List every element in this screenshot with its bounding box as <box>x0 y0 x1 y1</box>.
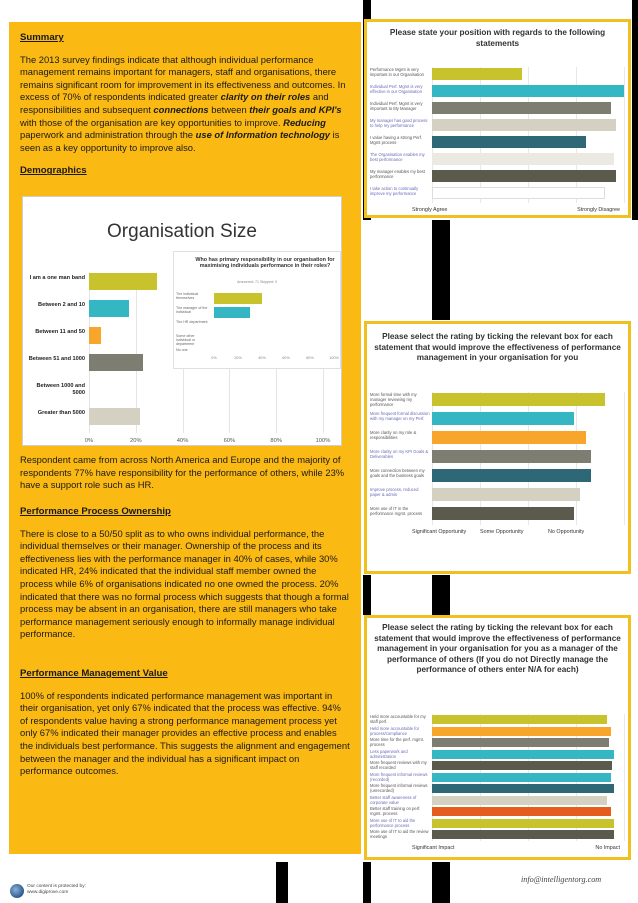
org-tick-label: 100% <box>315 438 331 444</box>
chart-bar <box>432 773 611 782</box>
chart-bar <box>432 85 624 97</box>
inset-tick-label: 60% <box>282 356 290 360</box>
inset-bar <box>214 307 250 318</box>
chart-category-label: More time for the perf. mgmt. process <box>370 737 424 747</box>
chart-bar <box>432 393 605 406</box>
org-bar <box>89 327 101 344</box>
org-tick-label: 20% <box>129 438 142 444</box>
demographics-text: Respondent came from across North America and Europe and the majority of respondents 77% have responsibility for the performance of others, while 23% have a support role such as HR. <box>20 454 345 491</box>
inset-tick-label: 40% <box>258 356 266 360</box>
chart-bar <box>432 830 614 839</box>
manager-impact-chart <box>364 615 631 860</box>
chart-legend-label: Some Opportunity <box>480 529 524 535</box>
inset-category-label: No one <box>176 348 188 352</box>
chart-bar <box>432 136 586 148</box>
chart-category-label: More connection between my goals and the business goals <box>370 468 425 478</box>
chart-bar <box>432 187 605 199</box>
chart-category-label: My manager enables my best performance <box>370 169 425 179</box>
org-tick-label: 40% <box>176 438 189 444</box>
org-category-label: Greater than 5000 <box>37 410 85 416</box>
chart-bar <box>432 431 586 444</box>
chart-category-label: More clarity on my KPI Goals & Deliverables <box>370 449 429 459</box>
position-statements-chart <box>364 19 631 218</box>
inset-question: Who has primary responsibility in our organisation for maximising individuals performance in their roles? <box>195 257 335 270</box>
chart-bar <box>432 412 574 425</box>
ownership-section <box>20 506 351 641</box>
chart-gridline <box>624 714 625 841</box>
chart-legend-label: Significant Opportunity <box>412 529 467 535</box>
org-chart-title: Organisation Size <box>107 221 257 242</box>
chart-category-label: Better staff training on perf. mgmt. process <box>370 806 421 816</box>
org-tick-label: 80% <box>270 438 282 444</box>
inset-category-label: The individual themselves <box>176 292 199 301</box>
summary-paragraph: The 2013 survey findings indicate that although individual performance management remains important for managers, staff and organisations, there remains significant room for improvement in its effectiveness and outcomes. In excess of 70% of respondents indicated greater clarity on their roles and responsibilities and subsequent connections between their goals and KPI's with those of the organisation are key opportunities to improve. Reducing paperwork and administration through the use of Information technology is seen as a key opportunity to improve also. <box>20 53 346 153</box>
value-heading: Performance Management Value <box>20 668 168 679</box>
ownership-heading: Performance Process Ownership <box>20 506 171 517</box>
chart-legend-label: No Opportunity <box>548 529 585 535</box>
org-bar <box>89 273 157 290</box>
chart-gridline <box>624 67 625 203</box>
org-category-label: Between 2 and 10 <box>38 302 85 308</box>
chart-bar <box>432 819 614 828</box>
chart-category-label: Individual Perf. Mgmt is very effective in our Organisation <box>370 84 423 94</box>
inset-category-label: The HR department <box>176 320 208 324</box>
chart-category-label: More formal time with my manager reviewing my performance <box>370 392 417 407</box>
chart-axis-label-right: No Impact <box>595 844 620 851</box>
org-category-label: Between 51 and 1000 <box>28 356 85 362</box>
inset-bar <box>214 293 262 304</box>
chart1-title: Please state your position with regards to the following statements <box>389 28 606 48</box>
chart-bar <box>432 796 607 805</box>
organisation-size-chart <box>22 196 342 446</box>
org-category-label: I am a one man band <box>29 275 85 281</box>
chart-category-label: More clarity on my role & responsibilities <box>370 430 417 440</box>
chart-bar <box>432 807 611 816</box>
divider-strip <box>363 862 371 903</box>
ownership-paragraph: There is close to a 50/50 split as to who owns individual performance, the individual themselves or their manager. Ownership of the process and its effectiveness lies with the performance manager in 40% of cases, while 30% indicated HR, 24% indicated that the individual staff member owned the process while 6% of organisations indicated no one owned the process. 20% indicated that there was no formal process which suggests that though a formal process may be absent in an organisation, there are still managers who take performance management seriously enough to informally manage individual performance. <box>20 527 349 640</box>
chart-category-label: More frequent reviews with my staff recorded <box>370 760 427 770</box>
divider-strip <box>276 862 288 903</box>
chart-axis-label-left: Significant Impact <box>412 844 455 851</box>
org-tick-label: 60% <box>223 438 236 444</box>
chart-category-label: More frequent informal reviews (unrecorded) <box>370 783 428 793</box>
contact-email: info@intelligentorg.com <box>521 875 602 884</box>
org-category-label: Between 11 and 50 <box>35 329 85 335</box>
divider-strip <box>632 0 638 220</box>
digiprove-logo-icon <box>10 884 24 898</box>
divider-strip <box>432 862 450 903</box>
chart-bar <box>432 102 611 114</box>
org-category-label: Between 1000 and 5000 <box>36 383 85 396</box>
chart-bar <box>432 68 522 80</box>
org-bar <box>89 354 143 371</box>
inset-tick-label: 80% <box>306 356 314 360</box>
inset-category-label: Some other individual or department <box>176 334 196 347</box>
chart-bar <box>432 784 614 793</box>
chart3-title: Please select the rating by ticking the relevant box for each statement that would improve the effectiveness of performance management in your organisation for you as a manager of the performance of others (If you do not Directly manage the performance of others enter N/A for each) <box>374 623 621 675</box>
chart-category-label: More use of IT to aid the performance process <box>370 817 416 828</box>
inset-tick-label: 20% <box>234 356 242 360</box>
chart-bar <box>432 727 611 736</box>
improvement-opportunity-chart <box>364 321 631 574</box>
summary-section <box>20 32 351 178</box>
chart-category-label: I take action to continually improve my performance <box>370 186 419 196</box>
value-paragraph: 100% of respondents indicated performance management was important in their organisation, yet only 67% indicated that the process was effective. 94% of respondents value having a strong performance management process yet only 67% indicated their manager provides an effective process and enables the individuals best performance. This suggests the alignment and engagement between the manager and the individual has a significant impact on performance outcomes. <box>20 689 350 777</box>
chart-category-label: Held more accountable for my staff perf. <box>370 714 426 724</box>
chart-category-label: Performance Mgmt is very important in our Organisation <box>370 67 424 77</box>
org-tick-label: 0% <box>84 438 94 444</box>
chart-bar <box>432 119 616 131</box>
divider-strip <box>432 220 450 320</box>
chart-category-label: Individual Perf. Mgmt is very important to My Manager <box>370 101 423 111</box>
chart-axis-label-left: Strongly Agree <box>412 207 448 213</box>
divider-strip <box>363 575 371 615</box>
chart-category-label: My manager has good process to help my performance <box>370 118 428 128</box>
chart-bar <box>432 715 607 724</box>
chart-category-label: More use of IT in the performance mgmt. process <box>370 506 423 516</box>
chart-bar <box>432 153 614 165</box>
demographics-heading: Demographics <box>20 165 87 177</box>
summary-heading: Summary <box>20 32 64 43</box>
org-bar <box>89 300 129 317</box>
chart2-title: Please select the rating by ticking the relevant box for each statement that would improve the effectiveness of performance management in your organisation for you <box>374 332 621 363</box>
copyright-notice: Our content is protected by: www.digiprove.com <box>27 884 86 895</box>
value-section <box>20 668 351 778</box>
org-bar <box>89 408 140 425</box>
chart-category-label: Improve process, reduced paper & admin <box>370 487 419 497</box>
chart-category-label: Held more accountable for process/compliance <box>370 725 420 736</box>
chart-bar <box>432 738 609 747</box>
chart-bar <box>432 450 591 463</box>
inset-category-label: The manager of the individual <box>176 306 208 315</box>
chart-category-label: Better staff awareness of corporate value <box>370 794 417 805</box>
chart-category-label: More use of IT to aid the review meetings <box>370 829 429 839</box>
chart-category-label: I value having a strong Perf. Mgmt process <box>370 135 423 145</box>
inset-tick-label: 0% <box>211 356 217 360</box>
chart-gridline <box>624 392 625 525</box>
chart-bar <box>432 750 614 759</box>
divider-strip <box>432 575 450 615</box>
inset-tick-label: 100% <box>329 356 339 360</box>
chart-category-label: More frequent informal reviews (recorded) <box>370 771 428 782</box>
chart-bar <box>432 488 580 501</box>
responsibility-inset-chart <box>173 251 341 369</box>
chart-category-label: More frequent formal discussion with my manager on my Perf. <box>370 411 430 421</box>
chart-category-label: The Organisation enables my best performance <box>370 152 425 162</box>
chart-category-label: Less paperwork and administration <box>370 748 408 759</box>
chart-bar <box>432 507 574 520</box>
chart-bar <box>432 761 612 770</box>
inset-subtitle: Answered: 71 Skipped: 0 <box>237 280 277 284</box>
chart-bar <box>432 469 591 482</box>
chart-bar <box>432 170 616 182</box>
chart-axis-label-right: Strongly Disagree <box>577 207 620 213</box>
